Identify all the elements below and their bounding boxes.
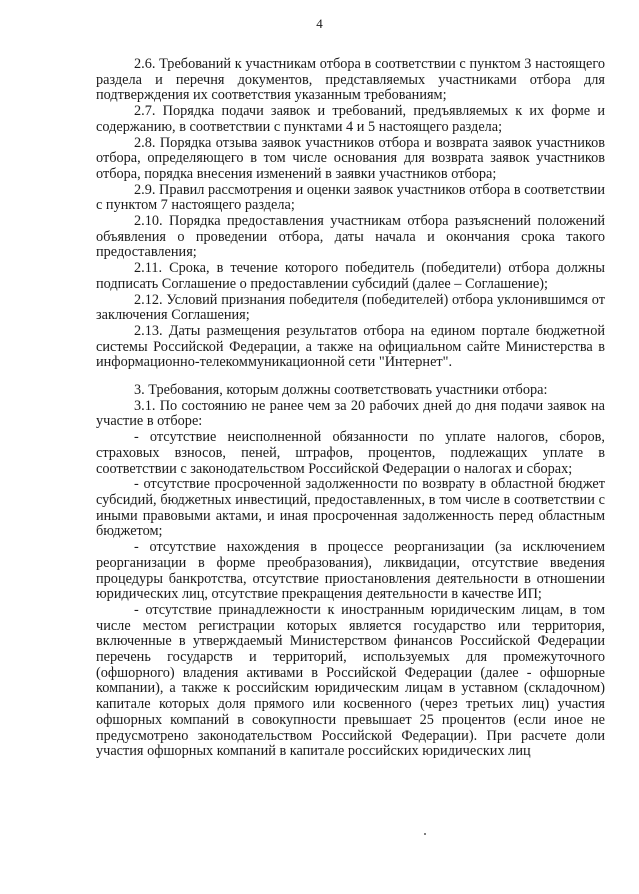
section-3-heading: 3. Требования, которым должны соответствовать участники отбора: bbox=[134, 382, 548, 399]
scan-speck bbox=[424, 833, 426, 835]
paragraph-2-9: 2.9. Правил рассмотрения и оценки заявок участников отбора в соответствии с пунктом 7 настоящего раздела; bbox=[96, 181, 605, 214]
paragraph-2-8: 2.8. Порядка отзыва заявок участников отбора и возврата заявок участников отбора, определяющего в том числе основания для возврата заявок участников отбора, порядка внесения изменений в заявки участников отбора; bbox=[96, 134, 605, 182]
paragraph-2-13: 2.13. Даты размещения результатов отбора на едином портале бюджетной системы Российской Федерации, а также на официальном сайте Министерства в информационно-телекоммуникационной сети "Интернет". bbox=[96, 322, 605, 371]
list-item-taxes: - отсутствие неисполненной обязанности по уплате налогов, сборов, страховых взносов, пеней, штрафов, процентов, подлежащих уплате в соответствии с законодательством Российской Федерации о налогах и сборах; bbox=[96, 429, 605, 477]
page-number: 4 bbox=[316, 16, 323, 31]
list-item-offshore: - отсутствие принадлежности к иностранным юридическим лицам, в том числе местом регистрации которых является государство или территория, включенные в утверждаемый Министерством финансов Российской Федерации перечень государств и территорий, используемых для промежуточного (офшорного) владения активами в Российской Федерации (далее - офшорные компании), а также к российским юридическим лицам в уставном (складочном) капитале которых доля прямого или косвенного (через третьих лиц) участия офшорных компаний в совокупности превышает 25 процентов (если иное не предусмотрено законодательством Российской Федерации). При расчете доли участия офшорных компаний в капитале российских юридических лиц bbox=[96, 601, 605, 760]
paragraph-2-6: 2.6. Требований к участникам отбора в соответствии с пунктом 3 настоящего раздела и перечня документов, представляемых участниками отбора для подтверждения их соответствия указанным требованиям; bbox=[96, 56, 605, 104]
document-body bbox=[96, 57, 605, 760]
paragraph-2-7: 2.7. Порядка подачи заявок и требований, предъявляемых к их форме и содержанию, в соответствии с пунктами 4 и 5 настоящего раздела; bbox=[96, 103, 605, 135]
paragraph-2-10: 2.10. Порядка предоставления участникам отбора разъяснений положений объявления о проведении отбора, даты начала и окончания срока такого предоставления; bbox=[96, 213, 605, 261]
list-item-budget-debt: - отсутствие просроченной задолженности по возврату в областной бюджет субсидий, бюджетных инвестиций, предоставленных, в том числе в соответствии с иными правовыми актами, и иная просроченная задолженность перед областным бюджетом; bbox=[96, 476, 605, 540]
paragraph-3-1: 3.1. По состоянию не ранее чем за 20 рабочих дней до дня подачи заявок на участие в отборе: bbox=[96, 397, 605, 430]
paragraph-2-12: 2.12. Условий признания победителя (победителей) отбора уклонившимся от заключения Соглашения; bbox=[96, 291, 605, 324]
paragraph-2-11: 2.11. Срока, в течение которого победитель (победители) отбора должны подписать Соглашение о предоставлении субсидий (далее – Соглашение); bbox=[96, 260, 605, 292]
list-item-reorganization: - отсутствие нахождения в процессе реорганизации (за исключением реорганизации в форме преобразования), ликвидации, отсутствие введения процедуры банкротства, отсутствие приостановления деятельности в отношении юридических лиц, отсутствие прекращения деятельности в качестве ИП; bbox=[96, 539, 605, 603]
